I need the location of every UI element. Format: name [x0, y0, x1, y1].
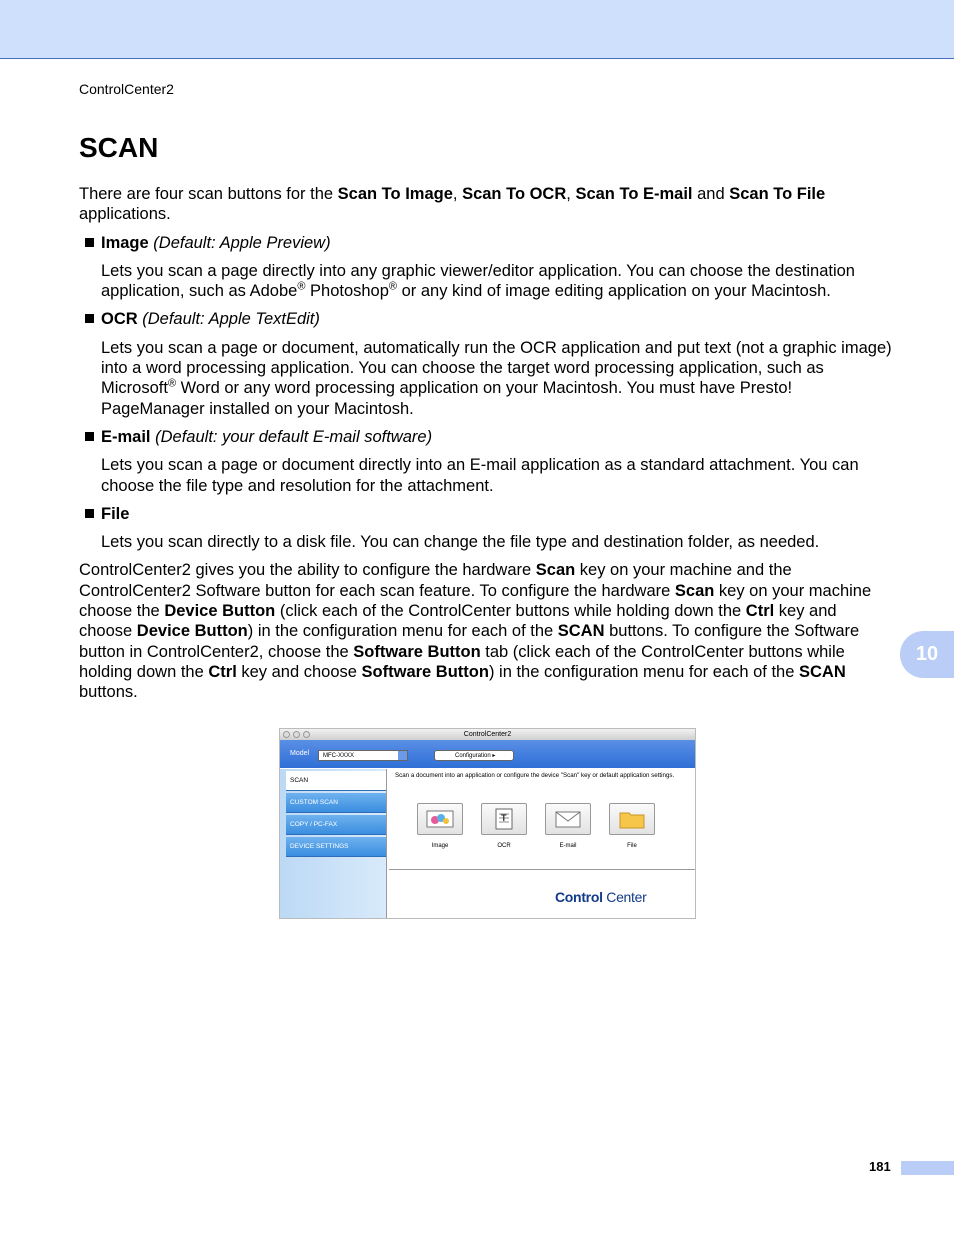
config-paragraph: ControlCenter2 gives you the ability to configure the hardware Scan key on your machine and the ControlCenter2 Software button for each scan feature. To configure the hardware Scan key on your machine choose the Device Button (click each of the ControlCenter buttons while holding down the Ctrl key and choose Device Button) in the configuration menu for each of the SCAN buttons. To configure the Software button in ControlCenter2, choose the Software Button tab (click each of the ControlCenter buttons while holding down the Ctrl key and choose Software Button) in the configuration menu for each of the SCAN buttons. — [79, 561, 872, 702]
configuration-button[interactable]: Configuration ▸ — [434, 750, 514, 761]
list-item-image: Image (Default: Apple Preview) — [79, 233, 894, 253]
model-select[interactable]: MFC-XXXX — [318, 750, 408, 761]
zoom-icon[interactable] — [303, 731, 310, 738]
folder-icon — [618, 808, 646, 830]
sidebar-item-custom-scan[interactable]: CUSTOM SCAN — [286, 793, 386, 813]
square-bullet-icon — [85, 432, 94, 441]
image-icon — [425, 809, 455, 829]
controlcenter-window — [279, 728, 696, 919]
header-band — [0, 0, 954, 59]
item-description-ocr: Lets you scan a page or document, automatically run the OCR application and put text (not a graphic image) into a word processing application. You can choose the target word processing application, such as Microsoft® Word or any word processing application on your Macintosh. You must have Presto! PageManager installed on your Macintosh. — [101, 338, 892, 418]
close-icon[interactable] — [283, 731, 290, 738]
list-item-email: E-mail (Default: your default E-mail software) — [79, 427, 894, 447]
svg-text:T: T — [501, 813, 507, 823]
square-bullet-icon — [85, 238, 94, 247]
page-title: SCAN — [79, 132, 159, 163]
model-label: Model — [290, 750, 310, 757]
page-number: 181 — [869, 1159, 891, 1174]
panel-description: Scan a document into an application or configure the device "Scan" key or default application settings. — [395, 772, 675, 779]
sidebar-item-copy-pc-fax[interactable]: COPY / PC-FAX — [286, 815, 386, 835]
window-toolbar — [280, 740, 695, 768]
square-bullet-icon — [85, 509, 94, 518]
minimize-icon[interactable] — [293, 731, 300, 738]
chevron-down-icon — [398, 751, 407, 760]
running-title: ControlCenter2 — [79, 81, 174, 97]
item-description-email: Lets you scan a page or document directly into an E-mail application as a standard attachment. You can choose the file type and resolution for the attachment. — [101, 456, 859, 495]
envelope-icon — [554, 809, 582, 829]
sidebar — [280, 769, 387, 918]
panel-divider — [389, 869, 695, 870]
scan-email-button[interactable]: E-mail — [545, 803, 591, 849]
window-controls — [283, 731, 310, 738]
scan-file-button[interactable]: File — [609, 803, 655, 849]
window-titlebar — [280, 729, 695, 740]
list-item-file: File — [79, 504, 894, 524]
item-description-image: Lets you scan a page directly into any graphic viewer/editor application. You can choose the destination application, such as Adobe® Photoshop® or any kind of image editing application on your Macintosh. — [101, 261, 855, 301]
sidebar-item-device-settings[interactable]: DEVICE SETTINGS — [286, 837, 386, 857]
intro-paragraph: There are four scan buttons for the Scan To Image, Scan To OCR, Scan To E-mail and Scan To File applications. — [79, 185, 826, 224]
scan-buttons — [417, 803, 677, 853]
content-panel — [387, 769, 695, 918]
scan-ocr-button[interactable]: T OCR — [481, 803, 527, 849]
scan-image-button[interactable]: Image — [417, 803, 463, 849]
sidebar-item-scan[interactable]: SCAN — [286, 771, 386, 791]
ocr-document-icon — [492, 807, 516, 831]
item-description-file: Lets you scan directly to a disk file. You can change the file type and destination folder, as needed. — [101, 533, 820, 552]
chapter-tab: 10 — [900, 631, 954, 678]
list-item-ocr: OCR (Default: Apple TextEdit) — [79, 309, 894, 329]
square-bullet-icon — [85, 314, 94, 323]
window-title: ControlCenter2 — [463, 731, 512, 738]
controlcenter-logo: Control Center — [555, 889, 647, 905]
page-number-bar — [901, 1161, 954, 1175]
body-text — [79, 184, 894, 711]
